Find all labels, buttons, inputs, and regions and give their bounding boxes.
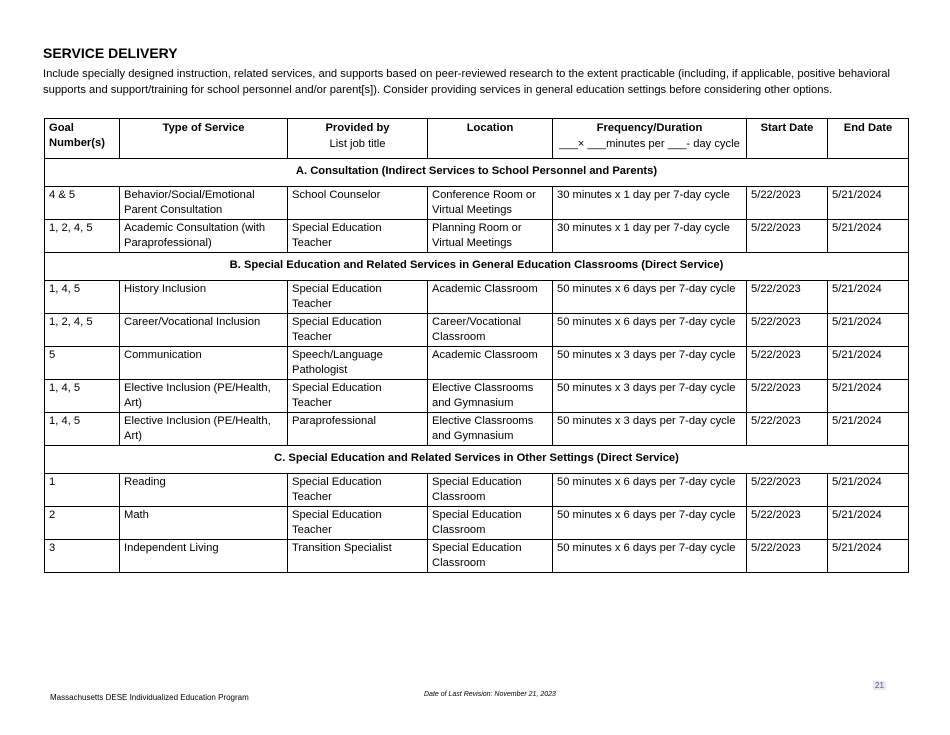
- location-cell: Special Education Classroom: [428, 474, 553, 507]
- goal-cell: 1, 2, 4, 5: [45, 220, 120, 253]
- col-header-frequency-sub: ___× ___minutes per ___- day cycle: [559, 138, 740, 150]
- col-header-provided-by: [288, 119, 428, 159]
- table-row: [45, 474, 909, 507]
- end-date-cell: 5/21/2024: [828, 413, 909, 446]
- goal-cell: 1, 4, 5: [45, 380, 120, 413]
- frequency-cell: 50 minutes x 6 days per 7-day cycle: [553, 507, 747, 540]
- start-date-cell: 5/22/2023: [747, 507, 828, 540]
- type-cell: Career/Vocational Inclusion: [120, 314, 288, 347]
- location-cell: Special Education Classroom: [428, 507, 553, 540]
- footer-revision-date: Date of Last Revision: November 21, 2023: [424, 691, 556, 698]
- table-row: [45, 220, 909, 253]
- location-cell: Elective Classrooms and Gymnasium: [428, 380, 553, 413]
- type-cell: Academic Consultation (with Paraprofessional): [120, 220, 288, 253]
- goal-cell: 1, 4, 5: [45, 413, 120, 446]
- location-cell: Elective Classrooms and Gymnasium: [428, 413, 553, 446]
- frequency-cell: 50 minutes x 6 days per 7-day cycle: [553, 474, 747, 507]
- start-date-cell: 5/22/2023: [747, 187, 828, 220]
- col-header-goal: Goal Number(s): [45, 119, 120, 159]
- header-row: [45, 119, 909, 159]
- type-cell: Behavior/Social/Emotional Parent Consultation: [120, 187, 288, 220]
- footer-program-name: Massachusetts DESE Individualized Education Program: [50, 693, 249, 702]
- type-cell: Elective Inclusion (PE/Health, Art): [120, 380, 288, 413]
- col-header-frequency: [553, 119, 747, 159]
- provider-cell: Special Education Teacher: [288, 281, 428, 314]
- section-row: [45, 253, 909, 281]
- table-row: [45, 540, 909, 573]
- section-title: B. Special Education and Related Services in General Education Classrooms (Direct Service): [45, 253, 909, 281]
- location-cell: Conference Room or Virtual Meetings: [428, 187, 553, 220]
- type-cell: Reading: [120, 474, 288, 507]
- start-date-cell: 5/22/2023: [747, 540, 828, 573]
- frequency-cell: 50 minutes x 3 days per 7-day cycle: [553, 413, 747, 446]
- location-cell: Special Education Classroom: [428, 540, 553, 573]
- goal-cell: 3: [45, 540, 120, 573]
- col-header-location: Location: [428, 119, 553, 159]
- provider-cell: Paraprofessional: [288, 413, 428, 446]
- type-cell: Independent Living: [120, 540, 288, 573]
- provider-cell: Special Education Teacher: [288, 380, 428, 413]
- end-date-cell: 5/21/2024: [828, 474, 909, 507]
- section-title: C. Special Education and Related Services in Other Settings (Direct Service): [45, 446, 909, 474]
- start-date-cell: 5/22/2023: [747, 281, 828, 314]
- intro-paragraph: Include specially designed instruction, related services, and supports based on peer-reviewed research to the extent practicable (including, if applicable, positive behavioral supports and support/training for school personnel and/or parent[s]). Consider providing services in general education settings before considering other options.: [43, 68, 891, 96]
- goal-cell: 4 & 5: [45, 187, 120, 220]
- start-date-cell: 5/22/2023: [747, 347, 828, 380]
- start-date-cell: 5/22/2023: [747, 314, 828, 347]
- type-cell: Math: [120, 507, 288, 540]
- goal-cell: 1, 4, 5: [45, 281, 120, 314]
- end-date-cell: 5/21/2024: [828, 507, 909, 540]
- col-header-end-date: End Date: [828, 119, 909, 159]
- frequency-cell: 50 minutes x 6 days per 7-day cycle: [553, 314, 747, 347]
- section-title: A. Consultation (Indirect Services to School Personnel and Parents): [45, 159, 909, 187]
- provider-cell: Special Education Teacher: [288, 507, 428, 540]
- type-cell: History Inclusion: [120, 281, 288, 314]
- section-row: [45, 446, 909, 474]
- location-cell: Planning Room or Virtual Meetings: [428, 220, 553, 253]
- start-date-cell: 5/22/2023: [747, 474, 828, 507]
- end-date-cell: 5/21/2024: [828, 314, 909, 347]
- table-row: [45, 507, 909, 540]
- end-date-cell: 5/21/2024: [828, 540, 909, 573]
- table-row: [45, 347, 909, 380]
- goal-cell: 1, 2, 4, 5: [45, 314, 120, 347]
- type-cell: Elective Inclusion (PE/Health, Art): [120, 413, 288, 446]
- frequency-cell: 30 minutes x 1 day per 7-day cycle: [553, 187, 747, 220]
- goal-cell: 2: [45, 507, 120, 540]
- page-number: 21: [875, 681, 884, 690]
- col-header-start-date: Start Date: [747, 119, 828, 159]
- provider-cell: School Counselor: [288, 187, 428, 220]
- provider-cell: Special Education Teacher: [288, 314, 428, 347]
- frequency-cell: 50 minutes x 3 days per 7-day cycle: [553, 347, 747, 380]
- col-header-provided-sub: List job title: [329, 138, 386, 150]
- col-header-provided-label: Provided by: [325, 122, 390, 134]
- goal-cell: 5: [45, 347, 120, 380]
- table-body: [45, 159, 909, 573]
- frequency-cell: 50 minutes x 6 days per 7-day cycle: [553, 540, 747, 573]
- service-delivery-table: [44, 118, 909, 573]
- provider-cell: Speech/Language Pathologist: [288, 347, 428, 380]
- location-cell: Career/Vocational Classroom: [428, 314, 553, 347]
- table-row: [45, 187, 909, 220]
- start-date-cell: 5/22/2023: [747, 220, 828, 253]
- page-title: SERVICE DELIVERY: [43, 45, 178, 61]
- frequency-cell: 50 minutes x 3 days per 7-day cycle: [553, 380, 747, 413]
- col-header-frequency-label: Frequency/Duration: [596, 122, 703, 134]
- table-row: [45, 281, 909, 314]
- provider-cell: Special Education Teacher: [288, 474, 428, 507]
- end-date-cell: 5/21/2024: [828, 187, 909, 220]
- table-row: [45, 380, 909, 413]
- section-row: [45, 159, 909, 187]
- end-date-cell: 5/21/2024: [828, 347, 909, 380]
- col-header-type: Type of Service: [120, 119, 288, 159]
- end-date-cell: 5/21/2024: [828, 380, 909, 413]
- provider-cell: Transition Specialist: [288, 540, 428, 573]
- frequency-cell: 50 minutes x 6 days per 7-day cycle: [553, 281, 747, 314]
- table-row: [45, 314, 909, 347]
- end-date-cell: 5/21/2024: [828, 281, 909, 314]
- location-cell: Academic Classroom: [428, 281, 553, 314]
- location-cell: Academic Classroom: [428, 347, 553, 380]
- table-row: [45, 413, 909, 446]
- end-date-cell: 5/21/2024: [828, 220, 909, 253]
- start-date-cell: 5/22/2023: [747, 413, 828, 446]
- start-date-cell: 5/22/2023: [747, 380, 828, 413]
- provider-cell: Special Education Teacher: [288, 220, 428, 253]
- goal-cell: 1: [45, 474, 120, 507]
- type-cell: Communication: [120, 347, 288, 380]
- frequency-cell: 30 minutes x 1 day per 7-day cycle: [553, 220, 747, 253]
